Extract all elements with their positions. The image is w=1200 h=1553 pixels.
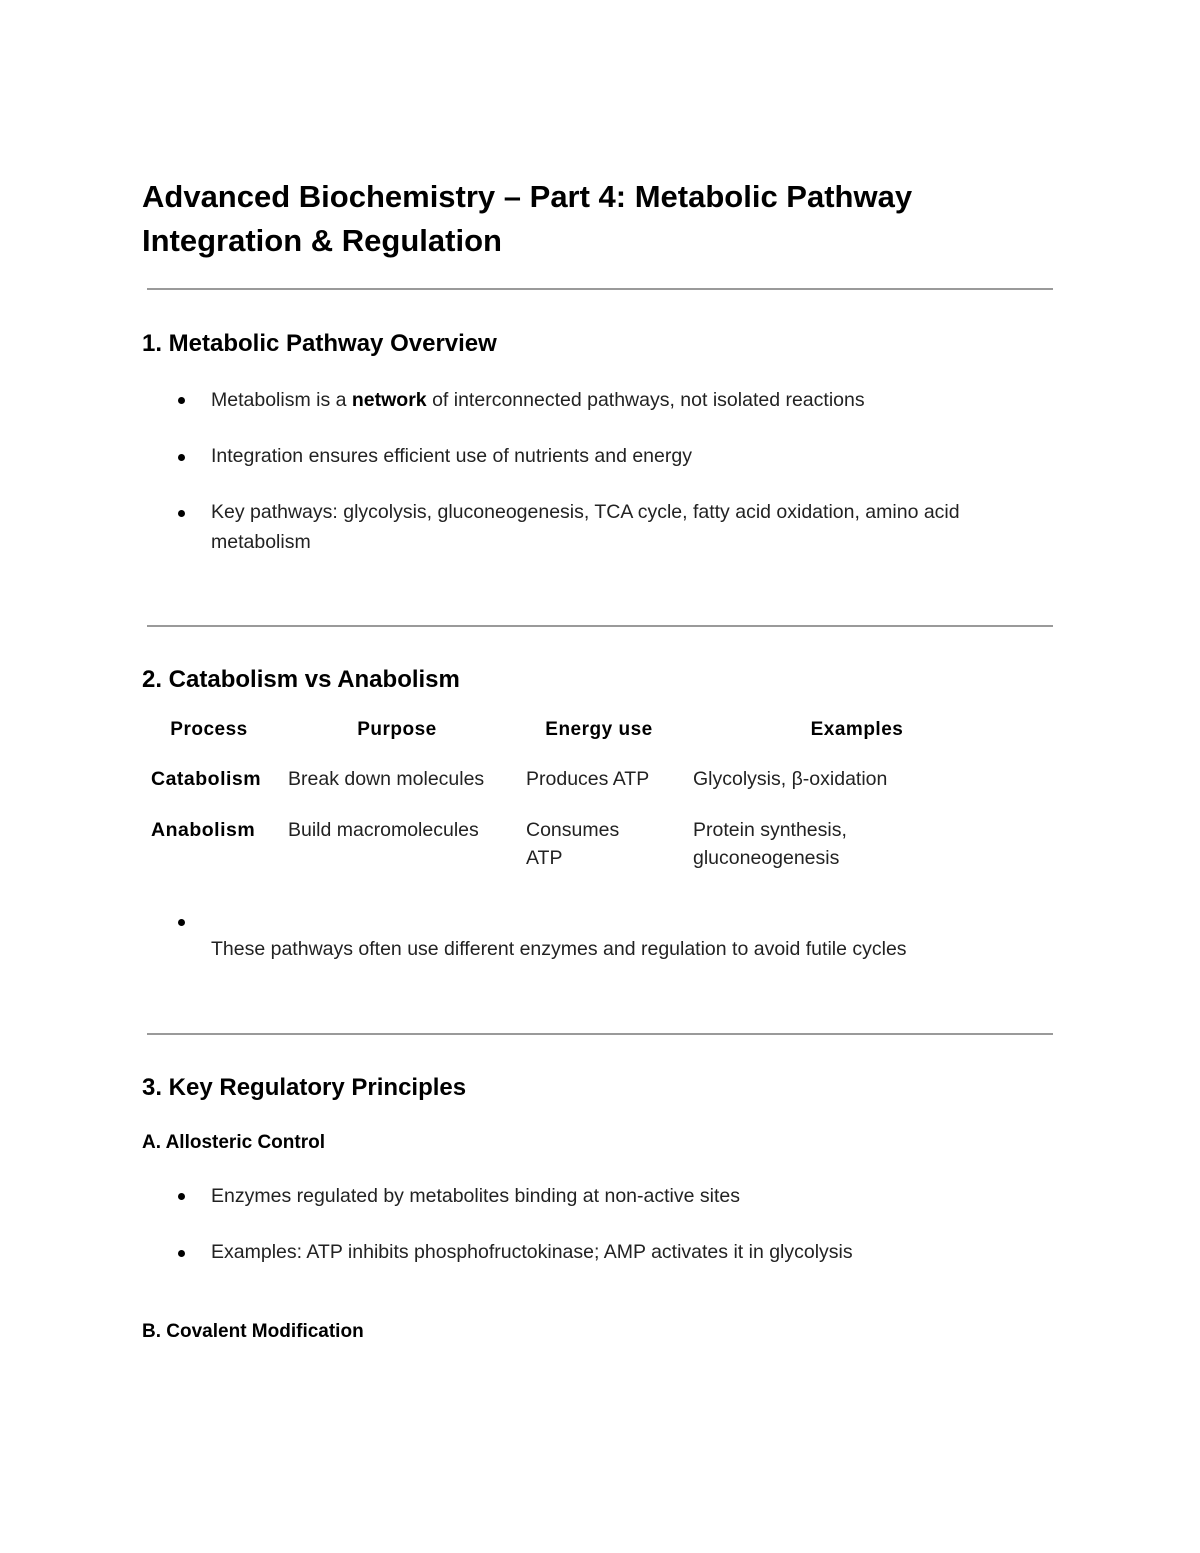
- divider-1: [147, 288, 1053, 290]
- table-cell-process: Anabolism: [151, 819, 256, 841]
- table-cell-process: Catabolism: [151, 768, 262, 790]
- table-cell-energy-use: Consumes ATP: [526, 819, 620, 869]
- subsection-a-bullet-2: Examples: ATP inhibits phosphofructokinase; AMP activates it in glycolysis: [211, 1241, 853, 1263]
- bullet-icon: [178, 510, 185, 517]
- section-1-bullet-2: Integration ensures efficient use of nutrients and energy: [211, 445, 692, 467]
- table-cell-energy-use: Produces ATP: [526, 768, 650, 790]
- bullet-icon: [178, 454, 185, 461]
- divider-3: [147, 1033, 1053, 1035]
- divider-2: [147, 625, 1053, 627]
- section-1-bullet-1: Metabolism is a network of interconnected pathways, not isolated reactions: [211, 389, 865, 411]
- subsection-a-bullet-1: Enzymes regulated by metabolites binding at non-active sites: [211, 1185, 740, 1207]
- bullet-icon: [178, 919, 185, 926]
- section-1-heading: 1. Metabolic Pathway Overview: [142, 330, 497, 357]
- bullet-icon: [178, 1250, 185, 1257]
- bullet-icon: [178, 1193, 185, 1200]
- section-3-heading: 3. Key Regulatory Principles: [142, 1074, 467, 1101]
- table-cell-purpose: Break down molecules: [288, 768, 485, 790]
- section-2-heading: 2. Catabolism vs Anabolism: [142, 666, 460, 693]
- section-1-bullet-3: Key pathways: glycolysis, gluconeogenesis, TCA cycle, fatty acid oxidation, amino acid metabolism: [211, 501, 960, 553]
- table-header-examples: Examples: [810, 719, 904, 740]
- table-cell-purpose: Build macromolecules: [288, 819, 479, 841]
- section-2-note: These pathways often use different enzymes and regulation to avoid futile cycles: [211, 938, 907, 960]
- subsection-b-heading: B. Covalent Modification: [142, 1321, 364, 1342]
- table-cell-examples: Glycolysis, β-oxidation: [693, 768, 888, 790]
- page-title: Advanced Biochemistry – Part 4: Metabolic Pathway Integration & Regulation: [142, 179, 913, 258]
- table-header-purpose: Purpose: [357, 719, 437, 740]
- table-header-energy-use: Energy use: [545, 719, 653, 740]
- subsection-a-heading: A. Allosteric Control: [142, 1132, 325, 1153]
- table-header-process: Process: [170, 719, 248, 740]
- table-cell-examples: Protein synthesis, gluconeogenesis: [693, 819, 847, 869]
- bullet-icon: [178, 397, 185, 404]
